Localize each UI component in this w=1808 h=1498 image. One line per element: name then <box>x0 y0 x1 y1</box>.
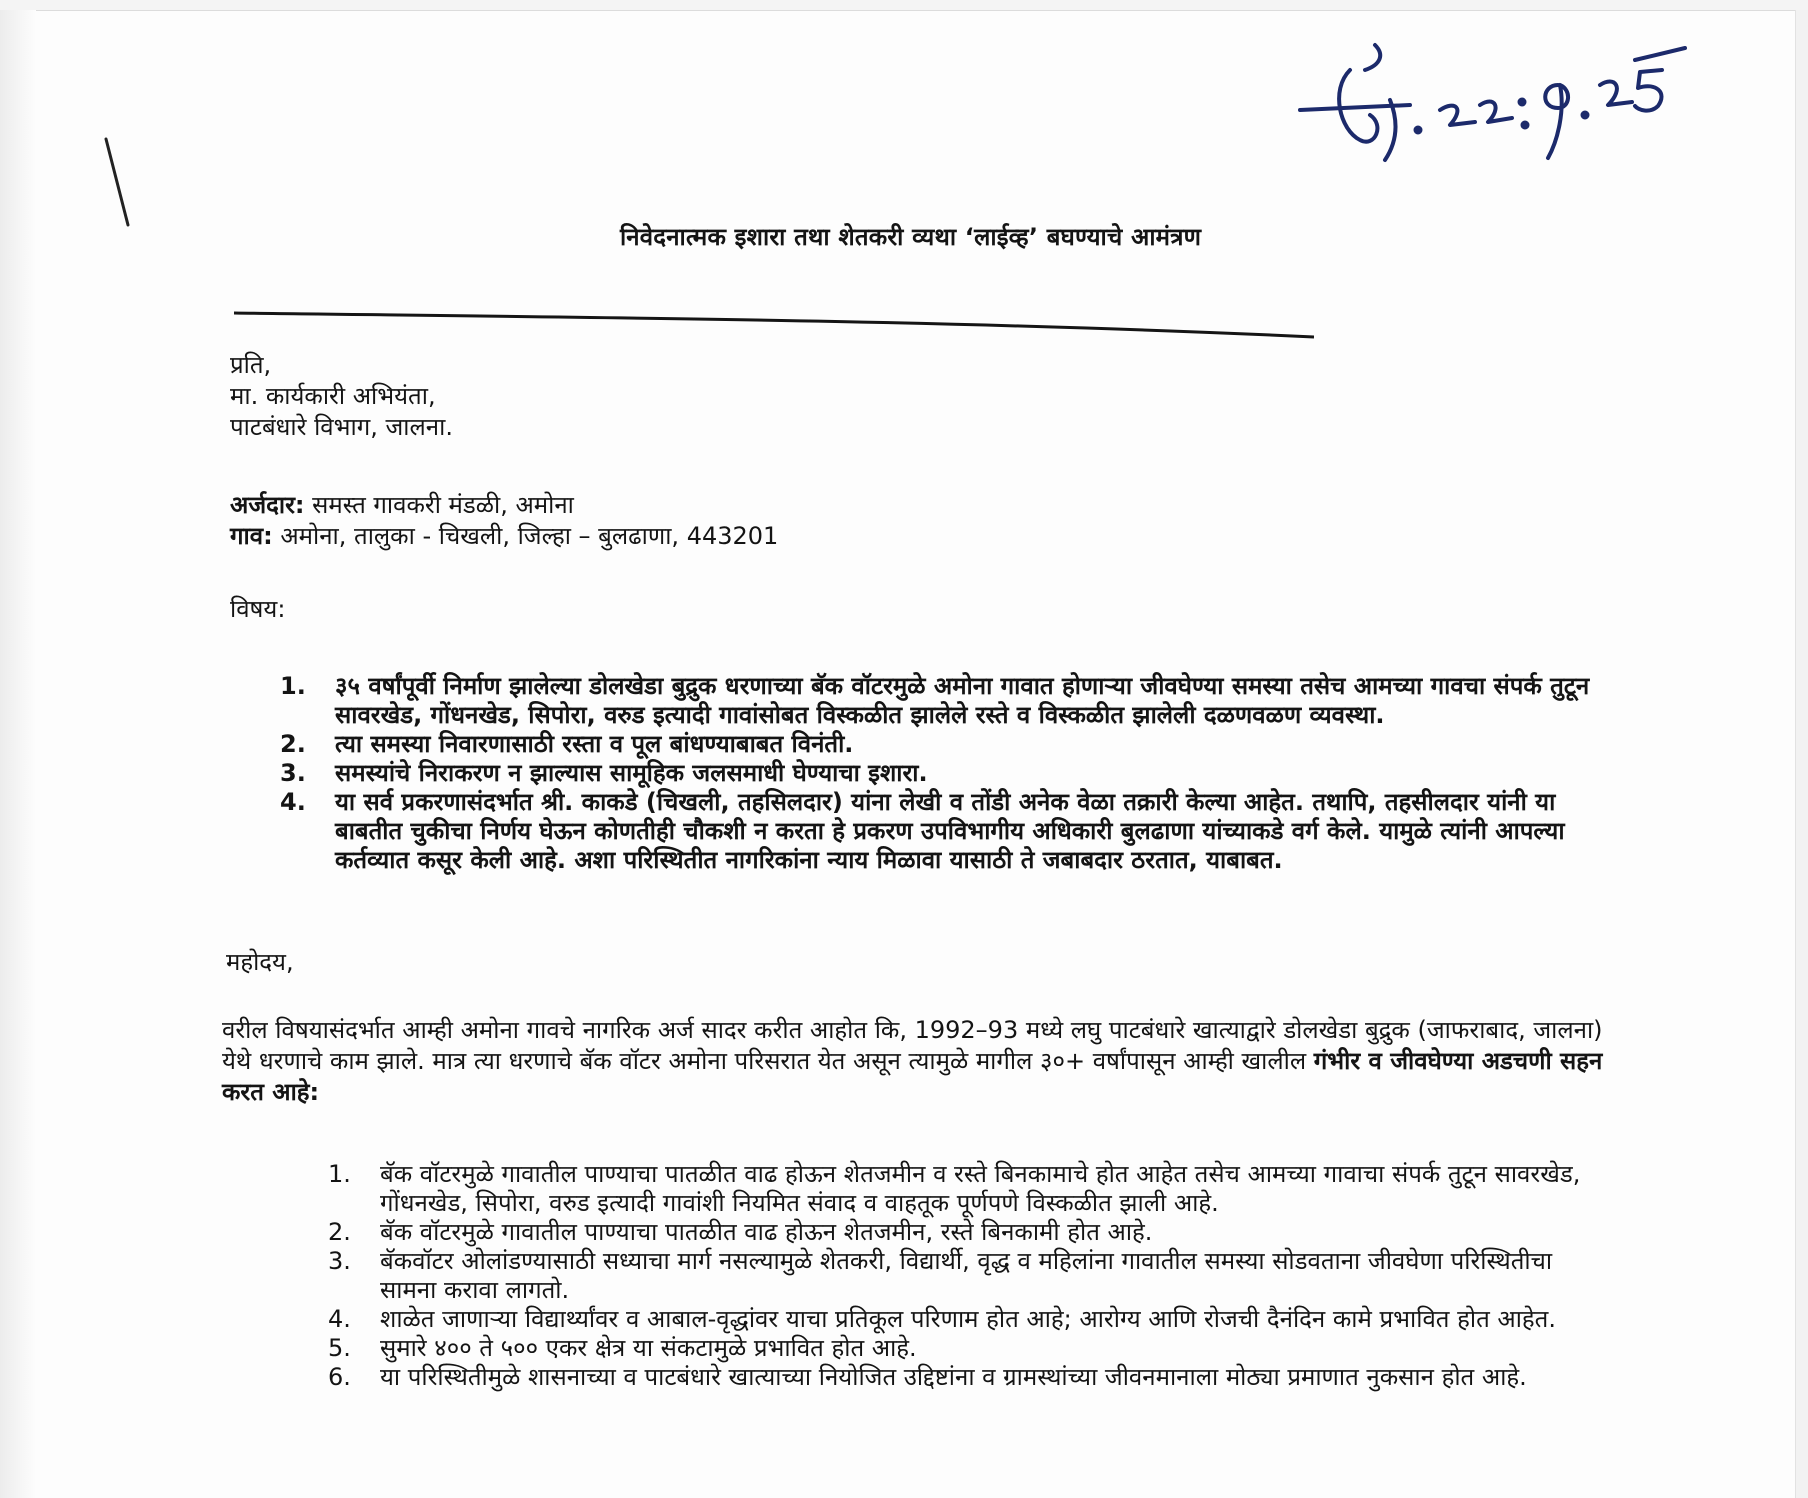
list-text: त्या समस्या निवारणासाठी रस्ता व पूल बांधण्याबाबत विनंती. <box>335 730 854 758</box>
list-item <box>280 788 1600 875</box>
recipient-line-2: मा. कार्यकारी अभियंता, <box>230 382 436 410</box>
list-text: सुमारे ४०० ते ५०० एकर क्षेत्र या संकटामुळे प्रभावित होत आहे. <box>380 1334 917 1362</box>
applicant-line <box>230 490 778 521</box>
title-divider-line <box>234 305 1314 345</box>
list-number: 1. <box>328 1160 351 1188</box>
list-item <box>280 759 1600 788</box>
subject-list <box>280 672 1600 875</box>
recipient-address <box>230 350 453 443</box>
list-text: बॅक वॉटरमुळे गावातील पाण्याचा पातळीत वाढ होऊन शेतजमीन व रस्ते बिनकामाचे होत आहेत तसेच आमच्या गावाचा संपर्क तुटून सावरखेड, गोंधनखेड, सिपोरा, वरुड इत्यादी गावांशी नियमित संवाद व वाहतूक पूर्णपणे विस्कळीत झाली आहे. <box>380 1160 1581 1217</box>
list-number: 2. <box>280 730 306 758</box>
subject-heading: विषय: <box>230 595 286 623</box>
list-text: ३५ वर्षांपूर्वी निर्माण झालेल्या डोलखेडा बुद्रुक धरणाच्या बॅक वॉटरमुळे अमोना गावात होणाऱ्या जीवघेण्या समस्या तसेच आमच्या गावचा संपर्क तुटून सावरखेड, गोंधनखेड, सिपोरा, वरुड इत्यादी गावांसोबत विस्कळीत झालेले रस्ते व विस्कळीत झालेली दळणवळण व्यवस्था. <box>335 672 1590 729</box>
recipient-line-3: पाटबंधारे विभाग, जालना. <box>230 413 453 441</box>
list-number: 5. <box>328 1334 351 1362</box>
list-item <box>328 1218 1608 1247</box>
village-line <box>230 521 778 552</box>
applicant-name: समस्त गावकरी मंडळी, अमोना <box>312 491 574 519</box>
salutation: महोदय, <box>226 948 294 976</box>
list-number: 4. <box>328 1305 351 1333</box>
list-number: 2. <box>328 1218 351 1246</box>
grievance-list <box>328 1160 1608 1392</box>
list-number: 4. <box>280 788 306 816</box>
list-text: बॅकवॉटर ओलांडण्यासाठी सध्याचा मार्ग नसल्यामुळे शेतकरी, विद्यार्थी, वृद्ध व महिलांना गावातील समस्या सोडवताना जीवघेणा परिस्थितीचा सामना करावा लागतो. <box>380 1247 1553 1304</box>
list-text: बॅक वॉटरमुळे गावातील पाण्याचा पातळीत वाढ होऊन शेतजमीन, रस्ते बिनकामी होत आहे. <box>380 1218 1153 1246</box>
recipient-line-1: प्रति, <box>230 351 272 379</box>
list-number: 3. <box>280 759 306 787</box>
list-number: 3. <box>328 1247 351 1275</box>
village-value: अमोना, तालुका - चिखली, जिल्हा – बुलढाणा, 443201 <box>280 522 779 550</box>
list-text: शाळेत जाणाऱ्या विद्यार्थ्यांवर व आबाल-वृद्धांवर याचा प्रतिकूल परिणाम होत आहे; आरोग्य आणि रोजची दैनंदिन कामे प्रभावित होत आहेत. <box>380 1305 1556 1333</box>
list-item <box>280 672 1600 730</box>
body-paragraph <box>222 1015 1612 1108</box>
list-item <box>328 1247 1608 1305</box>
village-label: गाव: <box>230 522 273 550</box>
list-item <box>328 1305 1608 1334</box>
applicant-label: अर्जदार: <box>230 491 305 519</box>
list-item <box>280 730 1600 759</box>
viewer-scrollbar[interactable] <box>1795 10 1808 1498</box>
list-number: 1. <box>280 672 306 700</box>
list-item <box>328 1334 1608 1363</box>
list-item <box>328 1363 1608 1392</box>
body-bold-tail: गंभीर व जीवघेण्या अडचणी सहन करत आहे: <box>222 1047 1603 1106</box>
list-text: या सर्व प्रकरणासंदर्भात श्री. काकडे (चिखली, तहसिलदार) यांना लेखी व तोंडी अनेक वेळा तक्रारी केल्या आहेत. तथापि, तहसीलदार यांनी या बाबतीत चुकीचा निर्णय घेऊन कोणतीही चौकशी न करता हे प्रकरण उपविभागीय अधिकारी बुलढाणा यांच्याकडे वर्ग केले. यामुळे त्यांनी आपल्या कर्तव्यात कसूर केली आहे. अशा परिस्थितीत नागरिकांना न्याय मिळावा यासाठी ते जबाबदार ठरतात, याबाबत. <box>335 788 1565 874</box>
body-text: वरील विषयासंदर्भात आम्ही अमोना गावचे नागरिक अर्ज सादर करीत आहोत कि, 1992–93 मध्ये लघु पाटबंधारे खात्याद्वारे डोलखेडा बुद्रुक (जाफराबाद, जालना) येथे धरणाचे काम झाले. मात्र त्या धरणाचे बॅक वॉटर अमोना परिसरात येत असून त्यामुळे मागील ३०+ वर्षांपासून आम्ही खालील <box>222 1016 1603 1075</box>
list-number: 6. <box>328 1363 351 1391</box>
handwritten-date-signature <box>1290 30 1690 180</box>
list-item <box>328 1160 1608 1218</box>
document-title: निवेदनात्मक इशारा तथा शेतकरी व्यथा ‘लाईव्ह’ बघण्याचे आमंत्रण <box>620 223 1202 251</box>
list-text: समस्यांचे निराकरण न झाल्यास सामूहिक जलसमाधी घेण्याचा इशारा. <box>335 759 928 787</box>
margin-pen-mark <box>100 135 140 235</box>
document-page <box>0 10 1796 1498</box>
applicant-details <box>230 490 778 552</box>
list-text: या परिस्थितीमुळे शासनाच्या व पाटबंधारे खात्याच्या नियोजित उद्दिष्टांना व ग्रामस्थांच्या जीवनमानाला मोठ्या प्रमाणात नुकसान होत आहे. <box>380 1363 1527 1391</box>
